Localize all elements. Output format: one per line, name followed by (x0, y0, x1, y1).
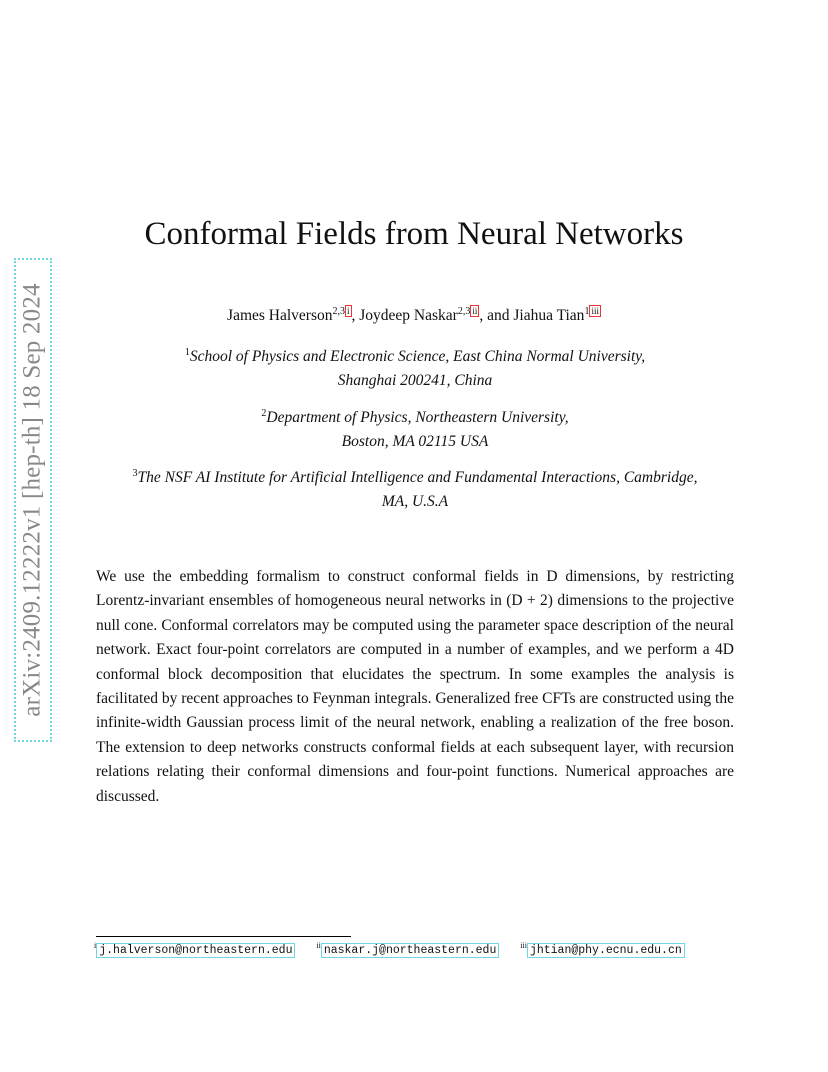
author-affiliation-index: 1 (584, 306, 590, 317)
footnote-mark: iii (520, 941, 527, 951)
footnote-link[interactable]: i (347, 306, 350, 316)
email-link[interactable]: j.halverson@northeastern.edu (96, 943, 295, 958)
author-separator: , (351, 307, 360, 325)
affiliation-line: Department of Physics, Northeastern University, (266, 409, 569, 426)
author-affiliation-index: 2,3 (332, 306, 345, 317)
footnote-mark: i (94, 941, 97, 951)
affiliation-line: Shanghai 200241, China (337, 372, 493, 389)
footnote (94, 941, 295, 957)
affiliation-line: Boston, MA 02115 USA (341, 433, 489, 450)
author-name: Joydeep Naskar (359, 307, 458, 325)
author-name: Jiahua Tian (513, 307, 585, 325)
email-link[interactable]: jhtian@phy.ecnu.edu.cn (527, 943, 685, 958)
author-list (0, 305, 828, 325)
footnote-divider (96, 936, 351, 937)
affiliation (96, 406, 734, 454)
abstract: We use the embedding formalism to construct conformal fields in D dimensions, by restricting Lorentz-invariant ensembles of homogeneous neural networks in (D + 2) dimensions to the projective null cone. Conformal correlators may be computed using the parameter space description of the neural network. Exact four-point correlators are computed in a number of examples, and we perform a 4D conformal block decomposition that elucidates the spectrum. In some examples the analysis is facilitated by recent approaches to Feynman integrals. Generalized free CFTs are constructed using the infinite-width Gaussian process limit of the neural network, enabling a realization of the free boson. The extension to deep networks constructs conformal fields at each subsequent layer, with recursion relations relating their conformal dimensions and four-point functions. Numerical approaches are discussed. (96, 568, 734, 805)
footnote-mark: ii (316, 941, 321, 951)
affiliation-number: 3 (132, 467, 138, 479)
affiliation (96, 345, 734, 393)
affiliation-line: The NSF AI Institute for Artificial Intelligence and Fundamental Interactions, Cambridge, (137, 469, 698, 486)
email-link[interactable]: naskar.j@northeastern.edu (321, 943, 500, 958)
arxiv-sidebar-stamp[interactable] (14, 258, 52, 742)
author-separator: , and (479, 307, 514, 325)
affiliation-number: 1 (184, 346, 190, 358)
affiliation-line: School of Physics and Electronic Science, East China Normal University, (189, 348, 646, 365)
footnote-link[interactable]: iii (591, 306, 599, 316)
author-affiliation-index: 2,3 (457, 306, 471, 317)
affiliation (96, 466, 734, 514)
author-name: James Halverson (227, 307, 333, 325)
footnote (520, 941, 685, 957)
affiliation-number: 2 (261, 407, 267, 419)
footnote-link[interactable]: ii (472, 306, 478, 316)
footnote-list (94, 941, 699, 957)
arxiv-identifier: arXiv:2409.12222v1 [hep-th] 18 Sep 2024 (19, 283, 46, 717)
affiliation-line: MA, U.S.A (381, 493, 449, 510)
footnote (316, 941, 499, 957)
paper-title: Conformal Fields from Neural Networks (144, 216, 684, 252)
